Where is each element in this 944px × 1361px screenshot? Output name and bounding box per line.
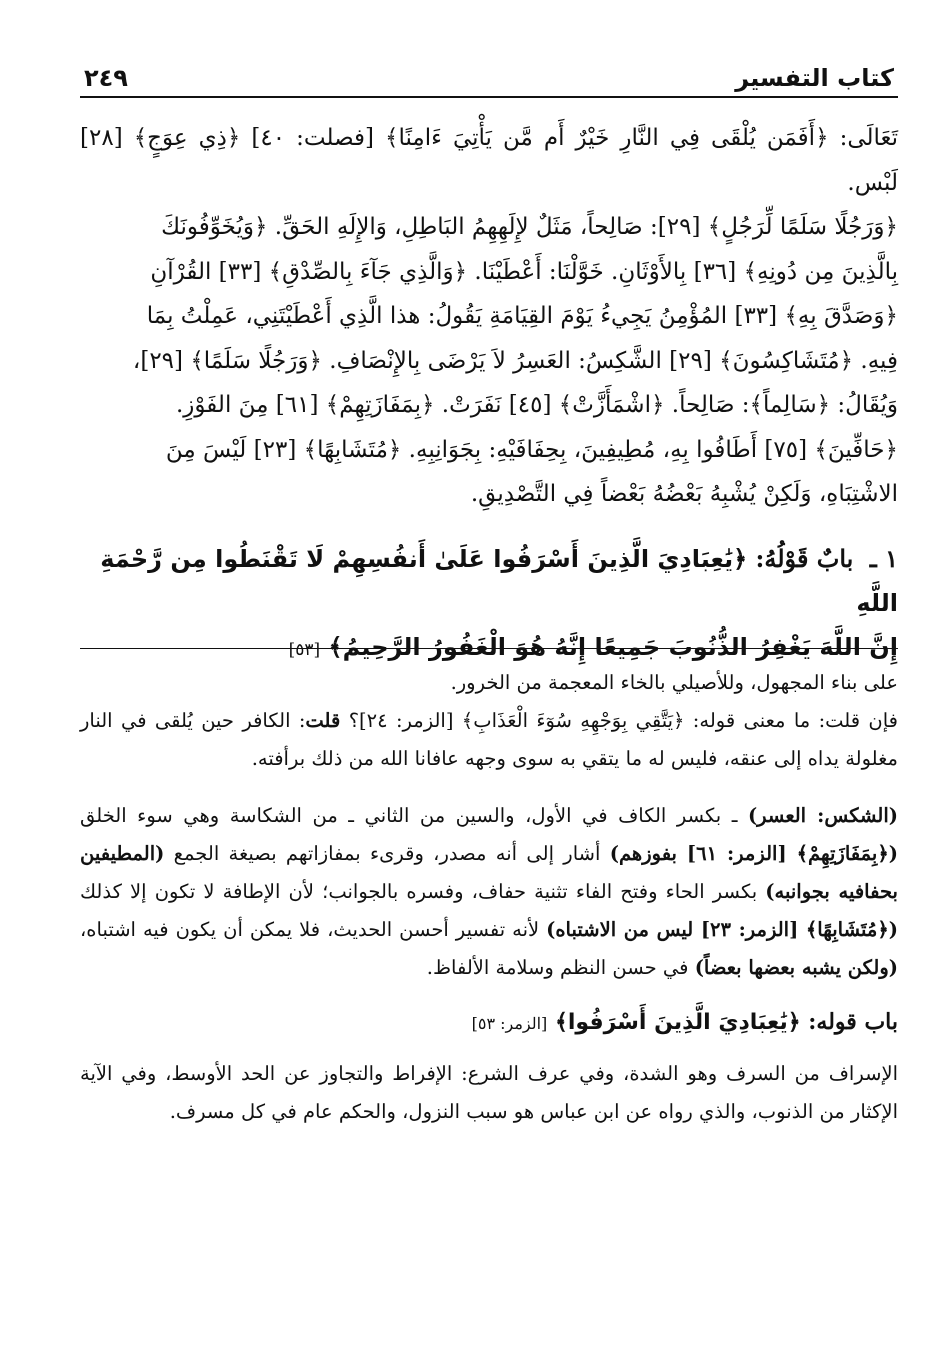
sub-heading-verse: ﴿يَٰعِبَادِيَ الَّذِينَ أَسْرَفُوا﴾ [554,1010,801,1036]
chapter-label: بابٌ قَوْلُهُ: [755,543,854,573]
note-bold: (﴿بِمَفَازَتِهِمْ﴾ [الزمر: ٦١] بفوزهم) [609,842,898,866]
note-bold: قلت [305,708,341,732]
note-text: لأنه تفسير أحسن الحديث، فلا يمكن أن يكون فيه اشتباه، [80,917,547,941]
text-line: فِيهِ. ﴿مُتَشَاكِسُونَ﴾ [٢٩] الشَّكِسُ: العَسِرُ لاَ يَرْضَى بِالإِنْصَافِ. ﴿وَرَجُلًا سَلَمًا﴾ [٢٩]، [132,347,898,374]
text-line: ﴿وَصَدَّقَ بِهِ﴾ [٣٣] المُؤْمِنُ يَجِيءُ يَوْمَ القِيَامَةِ يَقُولُ: هذا الَّذِي أَعْطَيْتَنِي، عَمِلْتُ بِمَا [146,303,898,329]
sub-heading [80,1004,898,1043]
note-text: في حسن النظم وسلامة الألفاظ. [426,955,695,979]
text-line: ﴿حَافِّينَ﴾ [٧٥] أَطَافُوا بِهِ، مُطِيفِينَ، بِحِفَافَيْهِ: بِجَوَانِبِهِ. ﴿مُتَشَابِهًا﴾ [٢٣] لَيْسَ مِنَ [165,436,898,463]
note-text: : الكافر حين يُلقى في النار مغلولة يداه إلى عنقه، فليس له ما يتقي به سوى وجهه عافانا الله من ذلك برأفته. [80,708,898,770]
spacer [80,777,898,797]
note-text: أشار إلى أنه مصدر، وقرىء بمفازاتهم بصيغة الجمع [164,842,610,866]
book-page [80,52,899,1123]
commentary [80,664,898,1131]
note-paragraph [80,797,898,986]
note-bold: (الشكس: العسر) [747,804,898,828]
note-bold: (المطيفين بحفافيه بجوانبه) [80,842,898,903]
note-text: بكسر الحاء وفتح الفاء تثنية حفاف، وفسره بالجوانب؛ لأن الإطافة لا تكون إلا كذلك [80,879,766,903]
note-bold: (ولكن يشبه بعضها بعضاً) [694,955,898,979]
note-text: فإن قلت: ما معنى قوله: ﴿يَتَّقِي بِوَجْهِهِ سُوٓءَ الْعَذَابِ﴾ [الزمر: ٢٤]؟ [340,708,899,732]
footnote-divider [80,648,898,649]
note-paragraph: الإسراف من السرف وهو الشدة، وفي عرف الشرع: الإفراط والتجاوز عن الحد الأوسط، وفي الآية الإكثار من الذنوب، والذي رواه عن ابن عباس هو سبب النزول، والحكم عام في كل مسرف. [80,1062,898,1123]
text-line: وَيُقَالُ: ﴿سَالِماً﴾: صَالِحاً. ﴿اشْمَأَزَّتْ﴾ [٤٥] نَفَرَتْ. ﴿بِمَفَازَتِهِمْ﴾ [٦١] مِنَ الفَوْزِ. [176,392,898,418]
main-text [80,116,898,517]
page-number: ٢٤٩ [84,64,128,92]
chapter-verse-ref: [٥٣] [288,639,321,660]
note-bold: (﴿مُتَشَابِهًا﴾ [الزمر: ٢٣] ليس من الاشتباه) [546,917,898,941]
chapter-verse-line1: ﴿يَٰعِبَادِيَ الَّذِينَ أَسْرَفُوا عَلَىٰ أَنفُسِهِمْ لَا تَقْنَطُوا مِن رَّحْمَةِ اللَّهِ [100,544,898,617]
sub-heading-ref: [الزمر: ٥٣] [471,1014,548,1034]
chapter-heading [80,537,898,672]
text-line: ﴿وَرَجُلًا سَلَمًا لِّرَجُلٍ﴾ [٢٩]: صَالِحاً، مَثَلٌ لإِلَهِهِمُ البَاطِلِ، وَالإِلَهِ الحَقِّ. ﴿وَيُخَوِّفُونَكَ [161,214,898,240]
text-line: تَعَالَى: ﴿أَفَمَن يُلْقَى فِي النَّارِ خَيْرٌ أَم مَّن يَأْتِيَ ءَامِنًا﴾ [فصلت: ٤٠] ﴿ذِي عِوَجٍ﴾ [٢٨] لَبْس. [80,125,898,196]
page-header [80,52,898,98]
note-paragraph [80,702,898,778]
chapter-verse-line2: إِنَّ اللَّهَ يَغْفِرُ الذُّنُوبَ جَمِيعًا إِنَّهُ هُوَ الْغَفُورُ الرَّحِيمُ﴾ [328,632,898,661]
text-line: الاشْتِبَاهِ، وَلَكِنْ يُشْبِهُ بَعْضُهُ بَعْضاً فِي التَّصْدِيقِ. [470,481,898,507]
chapter-number: ١ ـ [869,543,898,573]
note-text: ـ بكسر الكاف في الأول، والسين من الثاني ـ من الشكاسة وهي سوء الخلق [80,804,748,828]
sub-heading-label: باب قوله: [808,1009,898,1036]
running-title: كتاب التفسير [735,64,894,92]
note-paragraph: على بناء المجهول، وللأصيلي بالخاء المعجمة من الخرور. [450,671,898,694]
text-line: بِالَّذِينَ مِن دُونِهِ﴾ [٣٦] بِالأَوْثَانِ. خَوَّلْنَا: أَعْطَيْنَا. ﴿وَالَّذِي جَآءَ بِالصِّدْقِ﴾ [٣٣] القُرْآنِ [150,258,898,285]
